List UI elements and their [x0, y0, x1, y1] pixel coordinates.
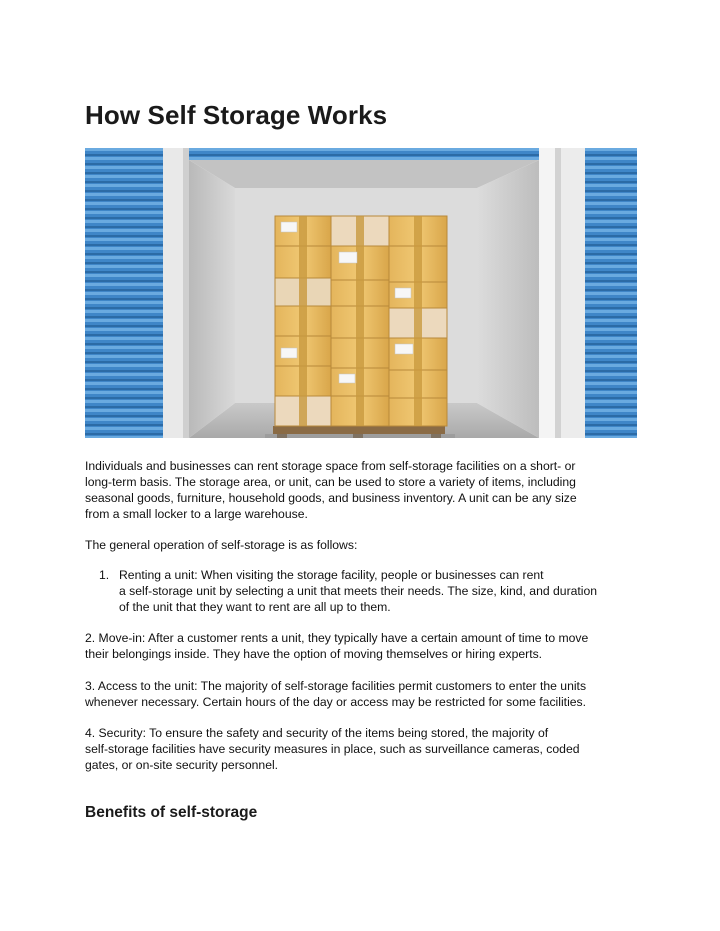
text-line: whenever necessary. Certain hours of the day or access may be restricted for some facilities. [85, 695, 587, 710]
step-move-in [85, 630, 645, 662]
text-line: long-term basis. The storage area, or unit, can be used to store a variety of items, including [85, 475, 576, 490]
text-line: seasonal goods, furniture, household goods, and business inventory. A unit can be any size [85, 491, 577, 506]
operation-list [99, 567, 639, 615]
list-item [99, 567, 639, 615]
step-access [85, 678, 645, 710]
intro-paragraph [85, 458, 645, 522]
text-line: self-storage facilities have security measures in place, such as surveillance cameras, coded [85, 742, 580, 757]
operation-intro: The general operation of self-storage is as follows: [85, 538, 358, 552]
text-line: 2. Move-in: After a customer rents a unit, they typically have a certain amount of time to move [85, 631, 589, 645]
text-line: Individuals and businesses can rent storage space from self-storage facilities on a short- or [85, 459, 576, 473]
text-line: a self-storage unit by selecting a unit that meets their needs. The size, kind, and duration [119, 584, 598, 599]
page-title: How Self Storage Works [85, 100, 388, 130]
text-line: 3. Access to the unit: The majority of self-storage facilities permit customers to enter the units [85, 679, 587, 693]
step-security [85, 725, 645, 773]
text-line: gates, or on-site security personnel. [85, 758, 279, 773]
list-number: 1. [99, 568, 110, 582]
text-line: from a small locker to a large warehouse. [85, 507, 308, 522]
text-line: 4. Security: To ensure the safety and security of the items being stored, the majority of [85, 726, 549, 740]
text-line: of the unit that they want to rent are all up to them. [119, 600, 391, 615]
text-line: their belongings inside. They have the option of moving themselves or hiring experts. [85, 647, 543, 662]
storage-unit-image [85, 148, 637, 438]
text-line: Renting a unit: When visiting the storage facility, people or businesses can rent [119, 568, 544, 582]
section-heading: Benefits of self-storage [85, 804, 258, 821]
